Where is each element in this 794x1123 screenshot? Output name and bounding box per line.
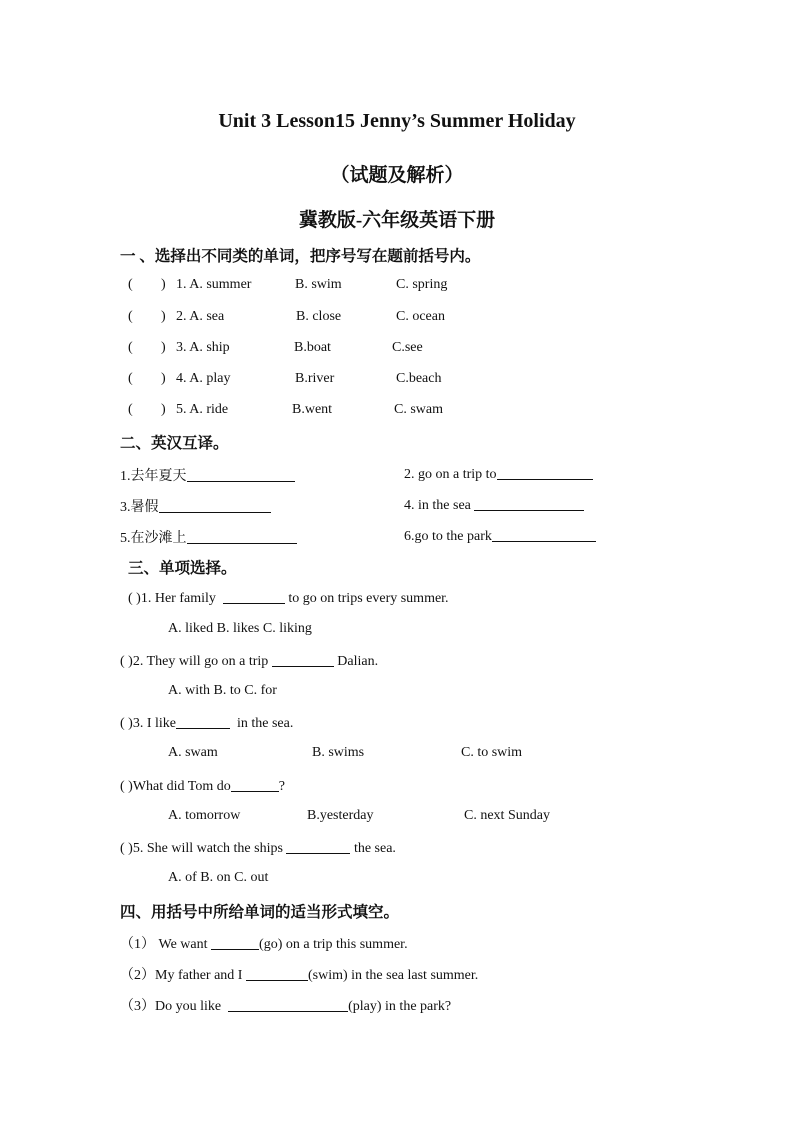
answer-paren: ( ): [120, 841, 133, 856]
prompt-text: 1.去年夏天: [120, 469, 187, 484]
question-stem-end: the sea.: [353, 841, 396, 856]
question-stem-end: in the sea.: [236, 716, 294, 731]
answer-blank[interactable]: [223, 589, 285, 604]
s4-item-1: [120, 933, 408, 953]
section3-heading: 三、单项选择。: [128, 560, 237, 577]
sentence-end: (swim) in the sea last summer.: [307, 968, 479, 983]
prompt-text: 4. in the sea: [404, 498, 471, 513]
option-a: A. tomorrow: [168, 808, 241, 823]
option-a: 4. A. play: [176, 371, 231, 386]
question-stem: What did Tom do: [132, 779, 231, 794]
sentence-start: Do you like: [155, 999, 222, 1014]
option-a: 5. A. ride: [176, 402, 229, 417]
answer-blank[interactable]: [187, 529, 297, 544]
prompt-text: 3.暑假: [120, 500, 159, 515]
answer-blank[interactable]: [176, 714, 230, 729]
answer-paren-open: (: [128, 402, 133, 417]
answer-paren-close: ): [161, 402, 166, 417]
s3-q1-options: A. liked B. likes C. liking: [168, 621, 312, 636]
s3-question-5: [120, 839, 396, 857]
s2-item-6: [404, 527, 596, 545]
answer-blank[interactable]: [286, 839, 350, 854]
answer-paren-open: (: [128, 340, 133, 355]
answer-paren: ( ): [120, 654, 133, 669]
question-stem: 5. She will watch the ships: [132, 841, 283, 856]
answer-blank[interactable]: [246, 966, 308, 981]
answer-paren-close: ): [161, 371, 166, 386]
answer-blank[interactable]: [187, 467, 295, 482]
option-b: B.boat: [294, 340, 331, 355]
s2-item-1: [120, 465, 295, 485]
answer-paren-open: (: [128, 277, 133, 292]
prompt-text: 6.go to the park: [404, 529, 492, 544]
answer-paren-open: (: [128, 309, 133, 324]
sentence-start: My father and I: [155, 968, 243, 983]
page-title: Unit 3 Lesson15 Jenny’s Summer Holiday: [218, 110, 576, 132]
s2-item-4: [404, 496, 584, 514]
answer-blank[interactable]: [272, 652, 334, 667]
option-a: A. swam: [168, 745, 218, 760]
question-stem: 1. Her family: [140, 591, 216, 606]
s2-item-2: [404, 465, 593, 483]
prompt-text: 2. go on a trip to: [404, 467, 497, 482]
s3-question-4: [120, 777, 285, 795]
answer-blank[interactable]: [211, 935, 259, 950]
answer-paren-open: (: [128, 371, 133, 386]
sentence-start: We want: [158, 937, 208, 952]
answer-paren: ( ): [128, 591, 141, 606]
sentence-end: (go) on a trip this summer.: [259, 937, 408, 952]
option-b: B.river: [295, 371, 335, 386]
item-number: （3）: [120, 999, 155, 1014]
s3-q5-options: A. of B. on C. out: [168, 870, 269, 885]
question-stem: 2. They will go on a trip: [132, 654, 269, 669]
option-c: C. to swim: [461, 745, 523, 760]
question-stem-end: ?: [278, 779, 285, 794]
s3-q2-options: A. with B. to C. for: [168, 683, 277, 698]
answer-paren-close: ): [161, 277, 166, 292]
option-b: B. swims: [312, 745, 365, 760]
edition-label: 冀教版-六年级英语下册: [298, 210, 496, 231]
answer-blank[interactable]: [474, 496, 584, 511]
s4-item-3: [120, 995, 451, 1015]
option-b: B. close: [296, 309, 342, 324]
page-subtitle: （试题及解析）: [330, 165, 464, 186]
answer-blank[interactable]: [492, 527, 596, 542]
option-c: C. ocean: [396, 309, 445, 324]
question-stem: 3. I like: [132, 716, 176, 731]
s2-item-3: [120, 496, 271, 516]
answer-blank[interactable]: [231, 777, 279, 792]
option-a: 3. A. ship: [176, 340, 230, 355]
answer-blank[interactable]: [497, 465, 593, 480]
answer-paren-close: ): [161, 340, 166, 355]
question-stem-end: Dalian.: [337, 654, 379, 669]
item-number: （1）: [120, 937, 155, 952]
section2-heading: 二、英汉互译。: [120, 435, 229, 452]
option-c: C. swam: [394, 402, 443, 417]
option-c: C. spring: [396, 277, 448, 292]
option-c: C.beach: [396, 371, 442, 386]
s3-question-3: [120, 714, 293, 732]
answer-blank[interactable]: [159, 498, 271, 513]
option-b: B.went: [292, 402, 333, 417]
option-a: 2. A. sea: [176, 309, 225, 324]
s4-item-2: [120, 964, 478, 984]
answer-blank[interactable]: [228, 997, 348, 1012]
option-c: C.see: [392, 340, 423, 355]
section4-heading: 四、用括号中所给单词的适当形式填空。: [120, 904, 400, 921]
option-b: B. swim: [295, 277, 342, 292]
s2-item-5: [120, 527, 297, 547]
answer-paren: ( ): [120, 779, 133, 794]
answer-paren: ( ): [120, 716, 133, 731]
sentence-end: (play) in the park?: [348, 999, 452, 1014]
question-stem-end: to go on trips every summer.: [288, 591, 449, 606]
section1-heading: 一 、选择出不同类的单词，把序号写在题前括号内。: [120, 248, 481, 265]
s3-question-1: [128, 589, 449, 607]
answer-paren-close: ): [161, 309, 166, 324]
prompt-text: 5.在沙滩上: [120, 531, 187, 546]
option-c: C. next Sunday: [464, 808, 550, 823]
item-number: （2）: [120, 968, 155, 983]
s3-question-2: [120, 652, 378, 670]
option-a: 1. A. summer: [176, 277, 252, 292]
option-b: B.yesterday: [307, 808, 374, 823]
